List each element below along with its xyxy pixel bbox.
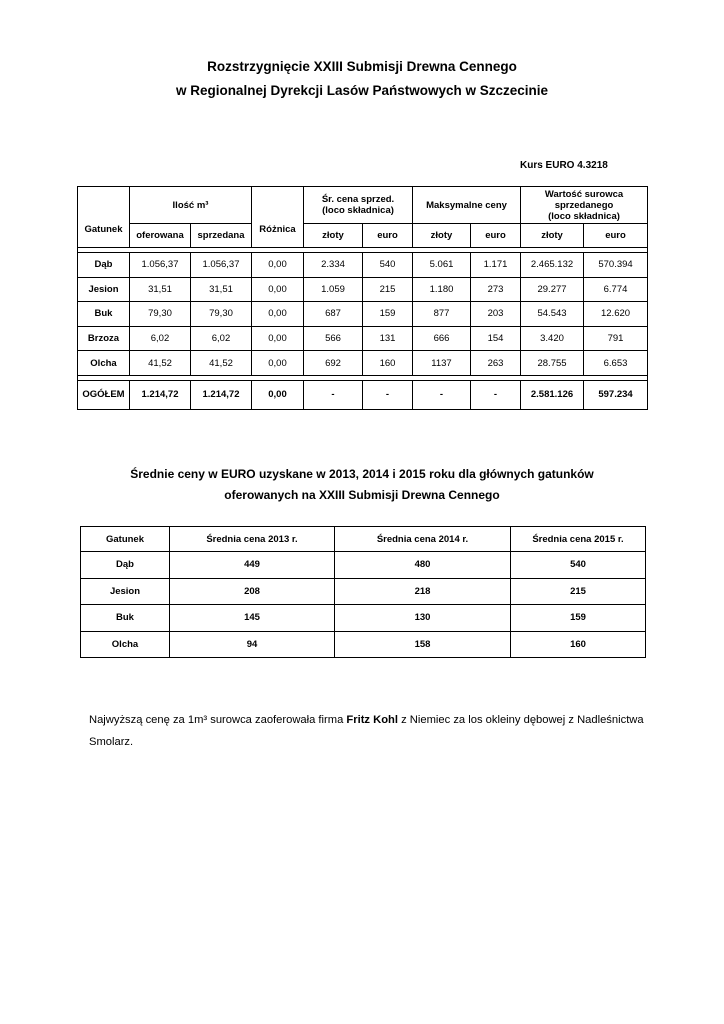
- species-cell: Dąb: [78, 253, 130, 278]
- total-value-cell: 0,00: [252, 380, 304, 409]
- total-value-cell: 1.214,72: [191, 380, 252, 409]
- total-value-cell: -: [363, 380, 413, 409]
- subheader-zloty: złoty: [304, 224, 363, 248]
- subheader-euro: euro: [471, 224, 521, 248]
- table-row: [81, 578, 646, 605]
- header-sr-cena-line2: (loco składnica): [322, 205, 394, 216]
- value-cell: 159: [511, 605, 646, 632]
- results-table: [77, 186, 648, 410]
- value-cell: 2.465.132: [521, 253, 584, 278]
- species-cell: Olcha: [81, 631, 170, 658]
- value-cell: 6.653: [584, 351, 648, 376]
- column-header: Średnia cena 2014 r.: [335, 527, 511, 552]
- species-cell: Buk: [78, 302, 130, 327]
- note-firm-name: Fritz Kohl: [346, 714, 398, 726]
- value-cell: 158: [335, 631, 511, 658]
- table-row: [81, 552, 646, 579]
- header-wartosc-line1: Wartość surowca: [544, 188, 624, 200]
- total-row: [78, 380, 648, 409]
- value-cell: 29.277: [521, 277, 584, 302]
- value-cell: 130: [335, 605, 511, 632]
- value-cell: 215: [511, 578, 646, 605]
- value-cell: 1.180: [413, 277, 471, 302]
- header-sr-cena: [304, 187, 413, 224]
- value-cell: 5.061: [413, 253, 471, 278]
- header-wartosc-line3: (loco składnica): [548, 210, 620, 222]
- value-cell: 215: [363, 277, 413, 302]
- value-cell: 218: [335, 578, 511, 605]
- species-cell: Buk: [81, 605, 170, 632]
- value-cell: 31,51: [191, 277, 252, 302]
- note-text-after: z Niemiec za los okleiny dębowej z Nadleśnictwa Smolarz.: [89, 714, 644, 748]
- total-value-cell: 597.234: [584, 380, 648, 409]
- species-cell: Brzoza: [78, 326, 130, 351]
- header-sr-cena-line1: Śr. cena sprzed.: [321, 194, 395, 205]
- value-cell: 687: [304, 302, 363, 327]
- value-cell: 791: [584, 326, 648, 351]
- total-value-cell: -: [304, 380, 363, 409]
- column-header: Gatunek: [81, 527, 170, 552]
- title-line-2: w Regionalnej Dyrekcji Lasów Państwowych w Szczecinie: [175, 83, 549, 98]
- header-gatunek: Gatunek: [78, 187, 130, 248]
- value-cell: 1.056,37: [130, 253, 191, 278]
- value-cell: 273: [471, 277, 521, 302]
- value-cell: 12.620: [584, 302, 648, 327]
- species-cell: Olcha: [78, 351, 130, 376]
- header-ilosc: Ilość m³: [130, 187, 252, 224]
- total-value-cell: 2.581.126: [521, 380, 584, 409]
- total-value-cell: -: [413, 380, 471, 409]
- table-row: [78, 351, 648, 376]
- value-cell: 0,00: [252, 277, 304, 302]
- value-cell: 28.755: [521, 351, 584, 376]
- note-paragraph: [89, 709, 649, 753]
- value-cell: 41,52: [191, 351, 252, 376]
- value-cell: 570.394: [584, 253, 648, 278]
- value-cell: 2.334: [304, 253, 363, 278]
- subtitle-line-2: oferowanych na XXIII Submisji Drewna Cennego: [224, 488, 500, 502]
- table-row: [78, 277, 648, 302]
- value-cell: 203: [471, 302, 521, 327]
- value-cell: 540: [511, 552, 646, 579]
- value-cell: 131: [363, 326, 413, 351]
- table-row: [78, 302, 648, 327]
- value-cell: 41,52: [130, 351, 191, 376]
- table-row: [81, 605, 646, 632]
- note-text-before: Najwyższą cenę za 1m³ surowca zaoferowała firma: [89, 714, 347, 726]
- subheader-oferowana: oferowana: [130, 224, 191, 248]
- subheader-zloty: złoty: [413, 224, 471, 248]
- value-cell: 449: [170, 552, 335, 579]
- species-cell: Jesion: [78, 277, 130, 302]
- title-line-1: Rozstrzygnięcie XXIII Submisji Drewna Cennego: [207, 59, 517, 74]
- value-cell: 79,30: [191, 302, 252, 327]
- value-cell: 0,00: [252, 326, 304, 351]
- value-cell: 160: [511, 631, 646, 658]
- value-cell: 877: [413, 302, 471, 327]
- header-roznica: Różnica: [252, 187, 304, 248]
- value-cell: 6.774: [584, 277, 648, 302]
- value-cell: 666: [413, 326, 471, 351]
- value-cell: 3.420: [521, 326, 584, 351]
- value-cell: 692: [304, 351, 363, 376]
- value-cell: 54.543: [521, 302, 584, 327]
- value-cell: 145: [170, 605, 335, 632]
- value-cell: 1.056,37: [191, 253, 252, 278]
- value-cell: 0,00: [252, 302, 304, 327]
- total-value-cell: -: [471, 380, 521, 409]
- average-prices-table: [80, 526, 646, 658]
- value-cell: 6,02: [130, 326, 191, 351]
- value-cell: 79,30: [130, 302, 191, 327]
- column-header: Średnia cena 2015 r.: [511, 527, 646, 552]
- value-cell: 208: [170, 578, 335, 605]
- subheader-euro: euro: [363, 224, 413, 248]
- value-cell: 1.059: [304, 277, 363, 302]
- value-cell: 159: [363, 302, 413, 327]
- value-cell: 566: [304, 326, 363, 351]
- header-wartosc-line2: sprzedanego: [554, 199, 614, 211]
- value-cell: 6,02: [191, 326, 252, 351]
- subheader-sprzedana: sprzedana: [191, 224, 252, 248]
- value-cell: 154: [471, 326, 521, 351]
- column-header: Średnia cena 2013 r.: [170, 527, 335, 552]
- value-cell: 31,51: [130, 277, 191, 302]
- value-cell: 160: [363, 351, 413, 376]
- exchange-rate: Kurs EURO 4.3218: [520, 160, 608, 171]
- subheader-euro: euro: [584, 224, 648, 248]
- header-wartosc: [521, 187, 648, 224]
- table-row: [78, 326, 648, 351]
- value-cell: 0,00: [252, 351, 304, 376]
- total-value-cell: 1.214,72: [130, 380, 191, 409]
- total-label-cell: OGÓŁEM: [78, 380, 130, 409]
- table-row: [78, 253, 648, 278]
- subheader-zloty: złoty: [521, 224, 584, 248]
- subtitle-line-1: Średnie ceny w EURO uzyskane w 2013, 2014 i 2015 roku dla głównych gatunków: [130, 467, 594, 481]
- header-max-ceny: Maksymalne ceny: [413, 187, 521, 224]
- value-cell: 94: [170, 631, 335, 658]
- table-row: [81, 631, 646, 658]
- value-cell: 1.171: [471, 253, 521, 278]
- value-cell: 263: [471, 351, 521, 376]
- species-cell: Dąb: [81, 552, 170, 579]
- species-cell: Jesion: [81, 578, 170, 605]
- value-cell: 480: [335, 552, 511, 579]
- table-header-row: [81, 527, 646, 552]
- value-cell: 1137: [413, 351, 471, 376]
- value-cell: 540: [363, 253, 413, 278]
- value-cell: 0,00: [252, 253, 304, 278]
